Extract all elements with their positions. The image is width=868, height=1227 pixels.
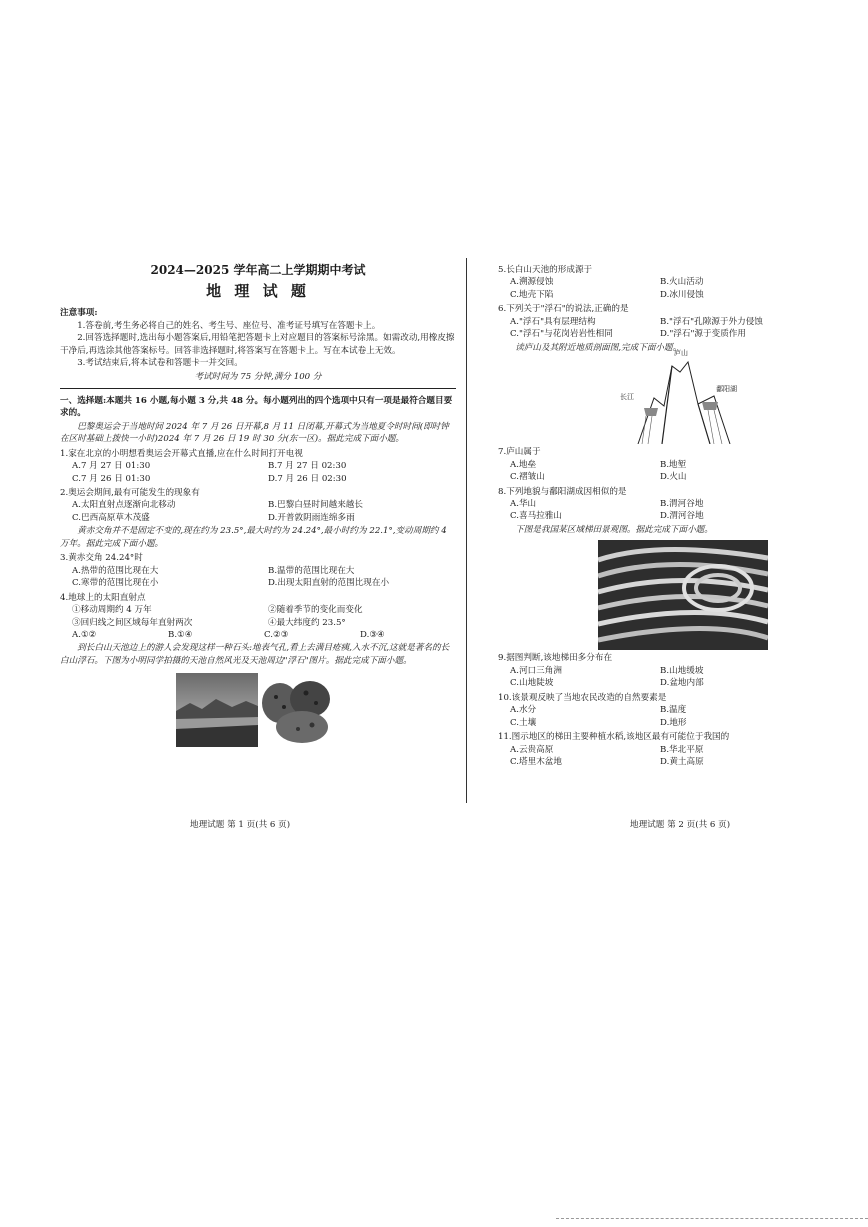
option-c: C.巴西高原草木茂盛 (72, 512, 150, 523)
intro-lushan: 读庐山及其附近地质剖面图,完成下面小题。 (515, 342, 682, 353)
question-3: 3.黄赤交角 24.24°时 (60, 553, 143, 564)
question-7: 7.庐山属于 (498, 447, 541, 458)
question-5: 5.长白山天池的形成源于 (498, 265, 593, 275)
label-lushan: 庐山 (674, 349, 688, 358)
option-d: D.7 月 26 日 02:30 (268, 473, 347, 484)
option-c: C.地壳下陷 (510, 289, 554, 300)
question-4: 4.地球上的太阳直射点 (60, 592, 146, 603)
options-11 (498, 744, 802, 769)
option-d: D.黄土高原 (660, 756, 704, 767)
section-heading: 一、选择题:本题共 16 小题,每小题 3 分,共 48 分。每小题列出的四个选项中只有一项是最符合题目要求的。 (60, 395, 453, 419)
intro-pumice: 到长白山天池边上的游人会发现这样一种石头:地表气孔,看上去满目疮痍,入水不沉,这就是著名的长白山浮石。下图为小明同学拍摄的天池自然风光及天池周边"浮石"图片。据此完成下面小题。 (60, 643, 450, 666)
scan-edge-dashes (556, 1218, 868, 1219)
option-c: C.山地陡坡 (510, 678, 554, 689)
option-d: D."浮石"源于变质作用 (660, 329, 746, 340)
terrace-photo (598, 540, 768, 650)
option-b: B.华北平原 (660, 744, 704, 755)
option-a: A.华山 (510, 498, 537, 509)
option-a: A.云贵高原 (510, 744, 554, 755)
options-10 (498, 704, 802, 729)
options-8 (498, 498, 802, 523)
option-d: D.③④ (360, 630, 385, 641)
option-b: B.火山活动 (660, 277, 704, 288)
options-1 (60, 460, 456, 485)
option-c: C.喜马拉雅山 (510, 511, 562, 522)
statement-2: ②随着季节的变化而变化 (268, 605, 363, 616)
intro-obliquity: 黄赤交角并不是固定不变的,现在约为 23.5°,最大时约为 24.24°,最小时约为 22.1°,变动周期约 4 万年。据此完成下面小题。 (60, 526, 447, 549)
pumice-photo (258, 673, 340, 747)
option-d: D.冰川侵蚀 (660, 289, 704, 300)
option-a: A."浮石"具有层理结构 (510, 316, 596, 327)
option-b: B.①④ (168, 630, 193, 641)
notice-item: 2.回答选择题时,选出每小题答案后,用铅笔把答题卡上对应题目的答案标号涂黑。如需改动,用橡皮擦干净后,再选涂其他答案标号。回答非选择题时,将答案写在答题卡上。写在本试卷上无效。 (60, 333, 455, 356)
option-a: A.太阳直射点逐渐向北移动 (72, 500, 176, 511)
option-b: B."浮石"孔隙源于外力侵蚀 (660, 316, 763, 327)
page-1 (60, 262, 456, 747)
question-2: 2.奥运会期间,最有可能发生的现象有 (60, 488, 200, 499)
option-c: C.寒带的范围比现在小 (72, 578, 159, 589)
page-divider (466, 258, 467, 803)
option-d: D.出现太阳直射的范围比现在小 (268, 578, 390, 589)
exam-subject: 地 理 试 题 (206, 282, 310, 301)
option-b: B.山地缓坡 (660, 665, 704, 676)
question-1: 1.家在北京的小明想看奥运会开幕式直播,应在什么时间打开电视 (60, 448, 303, 459)
options-3 (60, 565, 456, 590)
option-d: D.盆地内部 (660, 678, 704, 689)
option-a: A.7 月 27 日 01:30 (72, 461, 151, 472)
intro-terraces: 下图是我国某区域梯田景观图。据此完成下面小题。 (515, 524, 713, 535)
option-b: B.温度 (660, 705, 687, 716)
statement-3: ③回归线之间区域每年直射两次 (72, 617, 193, 628)
notice-list (60, 320, 456, 370)
option-b: B.渭河谷地 (660, 498, 704, 509)
options-2 (60, 499, 456, 524)
notice-item: 3.考试结束后,将本试卷和答题卡一并交回。 (77, 357, 243, 368)
question-9: 9.据图判断,该地梯田多分布在 (498, 653, 613, 664)
lushan-profile-diagram (618, 349, 768, 444)
tianchi-photo (176, 673, 258, 747)
option-a: A.热带的范围比现在大 (72, 565, 159, 576)
time-limit: 考试时间为 75 分钟,满分 100 分 (194, 372, 322, 383)
question-8: 8.下列地貌与鄱阳湖成因相似的是 (498, 486, 627, 497)
option-a: A.地垒 (510, 459, 537, 470)
option-c: C."浮石"与花岗岩岩性相同 (510, 329, 613, 340)
option-b: B.7 月 27 日 02:30 (268, 461, 347, 472)
option-a: A.水分 (510, 705, 537, 716)
option-b: B.巴黎白昼时间越来越长 (268, 500, 363, 511)
option-b: B.温带的范围比现在大 (268, 565, 355, 576)
page-footer: 地理试题 第 1 页(共 6 页) (190, 820, 291, 830)
notice-heading: 注意事项: (60, 308, 98, 319)
option-a: A.溯源侵蚀 (510, 277, 554, 288)
option-c: C.塔里木盆地 (510, 756, 562, 767)
notice-item: 1.答卷前,考生务必将自己的姓名、考生号、座位号、准考证号填写在答题卡上。 (77, 320, 381, 331)
question-6: 6.下列关于"浮石"的说法,正确的是 (498, 304, 629, 315)
option-b: B.地堑 (660, 459, 687, 470)
page-2 (498, 262, 802, 768)
page-footer: 地理试题 第 2 页(共 6 页) (630, 820, 731, 830)
options-5 (498, 276, 802, 301)
options-9 (498, 665, 802, 690)
option-c: C.7 月 26 日 01:30 (72, 473, 151, 484)
geologic-section (618, 358, 768, 444)
options-7 (498, 459, 802, 484)
option-c: C.褶皱山 (510, 472, 545, 483)
question-10: 10.该景观反映了当地农民改造的自然要素是 (498, 692, 667, 703)
label-yangtze: 长江 (620, 393, 634, 402)
options-6 (498, 316, 802, 341)
photo-row (60, 673, 456, 747)
header-rule (60, 388, 456, 389)
options-4 (60, 629, 456, 641)
exam-title: 2024—2025 学年高二上学期期中考试 (150, 263, 366, 277)
option-c: C.②③ (264, 630, 289, 641)
question-11: 11.图示地区的梯田主要种植水稻,该地区最有可能位于我国的 (498, 732, 730, 743)
option-d: D.火山 (660, 472, 687, 483)
option-d: D.地形 (660, 717, 687, 728)
option-c: C.土壤 (510, 717, 537, 728)
statement-4: ④最大纬度约 23.5° (268, 617, 346, 628)
label-poyang: 鄱阳湖 (716, 385, 737, 394)
option-d: D.渭河谷地 (660, 511, 704, 522)
option-a: A.河口三角洲 (510, 665, 562, 676)
statement-1: ①移动周期约 4 万年 (72, 605, 152, 616)
statements-4 (60, 604, 456, 629)
option-d: D.开普敦阴雨连绵多雨 (268, 512, 355, 523)
option-a: A.①② (72, 630, 97, 641)
intro-olympics: 巴黎奥运会于当地时间 2024 年 7 月 26 日开幕,8 月 11 日闭幕,开幕式为当地夏令时时间(即时钟在区时基础上拨快一小时)2024 年 7 月 26 日 19 时 30 分(东一区)。据此完成下面小题。 (60, 421, 449, 445)
